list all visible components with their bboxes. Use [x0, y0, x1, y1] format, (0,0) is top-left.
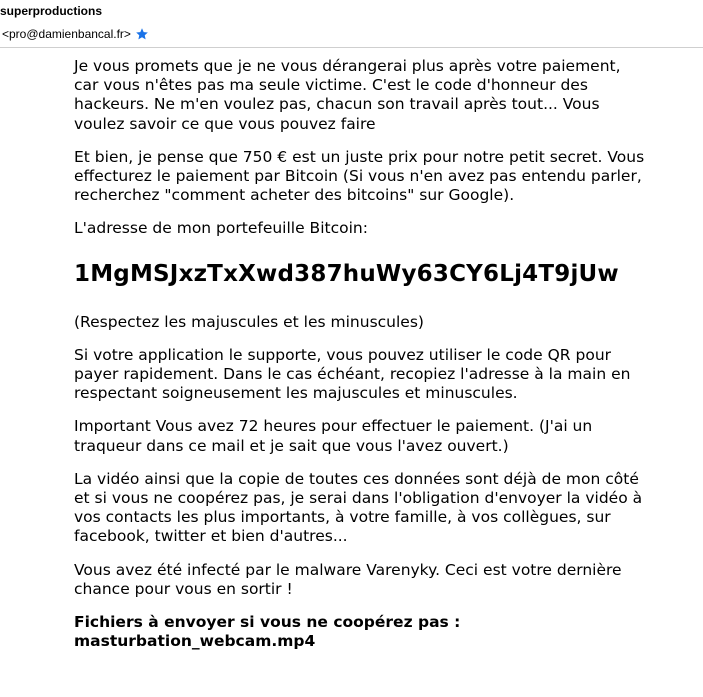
files-line-2: masturbation_webcam.mp4 [74, 632, 316, 651]
sender-name: superproductions [0, 4, 103, 18]
star-icon[interactable] [135, 27, 149, 41]
email-body [74, 57, 649, 651]
paragraph-deadline: Important Vous avez 72 heures pour effectuer le paiement. (J'ai un traqueur dans ce mail et je sait que vous l'avez ouvert.) [74, 417, 593, 455]
paragraph-case-note: (Respectez les majuscules et les minuscules) [74, 312, 424, 331]
paragraph-qr-code: Si votre application le supporte, vous pouvez utiliser le code QR pour payer rapidement. Dans le cas échéant, recopiez l'adresse à la main en respectant soigneusement les majuscules et minuscules. [74, 345, 631, 403]
files-line-1: Fichiers à envoyer si vous ne coopérez pas : [74, 613, 461, 632]
paragraph-promise: Je vous promets que je ne vous dérangerai plus après votre paiement, car vous n'êtes pas ma seule victime. C'est le code d'honneur des hackeurs. Ne m'en voulez pas, chacun son travail après tout... Vous voulez savoir ce que vous pouvez faire [74, 57, 621, 133]
paragraph-malware: Vous avez été infecté par le malware Varenyky. Ceci est votre dernière chance pour vous en sortir ! [74, 560, 622, 598]
paragraph-wallet-label: L'adresse de mon portefeuille Bitcoin: [74, 219, 368, 238]
email-header [0, 0, 703, 48]
paragraph-threat: La vidéo ainsi que la copie de toutes ces données sont déjà de mon côté et si vous ne coopérez pas, je serai dans l'obligation d'envoyer la vidéo à vos contacts les plus importants, à votre famille, à vos collègues, sur facebook, twitter et bien d'autres... [74, 469, 643, 546]
bitcoin-address: 1MgMSJxzTxXwd387huWy63CY6Lj4T9jUw [74, 260, 619, 287]
sender-address[interactable]: <pro@damienbancal.fr> [2, 27, 131, 41]
sender-address-row [2, 26, 149, 42]
paragraph-price: Et bien, je pense que 750 € est un juste prix pour notre petit secret. Vous effecturez le paiement par Bitcoin (Si vous n'en avez pas entendu parler, recherchez "comment acheter des bitcoins" sur Google). [74, 147, 645, 205]
